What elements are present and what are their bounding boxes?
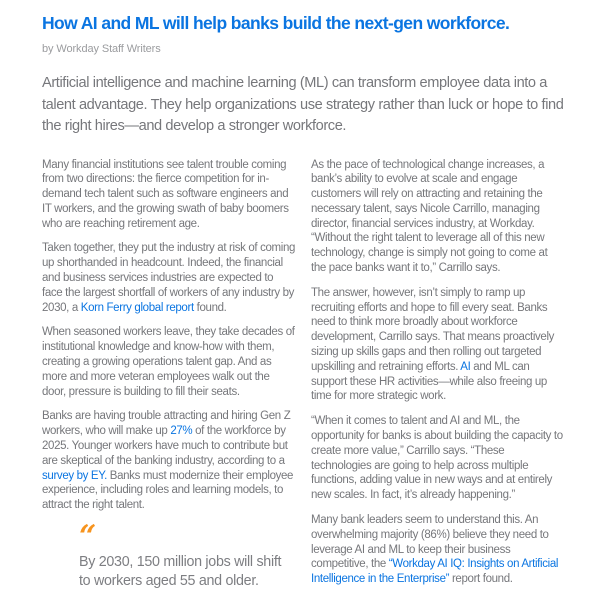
byline: by Workday Staff Writers — [42, 43, 565, 55]
left-paragraphs — [42, 158, 296, 514]
paragraph: Many financial institutions see talent trouble coming from two directions: the fierce competition for in-demand tech talent such as software engineers and IT workers, and the growing swath of baby boomers who are reaching retirement age. — [42, 158, 296, 232]
right-column — [311, 158, 565, 597]
paragraph: When seasoned workers leave, they take decades of institutional knowledge and know-how with them, creating a growing operations talent gap. And as more and more veteran employees walk out the door, pressure is building to fill their seats. — [42, 325, 296, 399]
inline-link[interactable]: Korn Ferry global report — [81, 302, 194, 314]
page-title: How AI and ML will help banks build the next-gen workforce. — [42, 13, 565, 34]
pull-quote-text: By 2030, 150 million jobs will shift to workers aged 55 and older. — [79, 553, 296, 590]
paragraph: Taken together, they put the industry at risk of coming up shorthanded in headcount. Indeed, the financial and business services industries are expected to face the largest shortfall of workers of any industry by 2030, a Korn Ferry global report found. — [42, 241, 296, 315]
paragraph: “When it comes to talent and AI and ML, the opportunity for banks is about building the capacity to create more value,” Carrillo says. “These technologies are going to help across multiple functions, adding value in new ways and at entirely new scales. In fact, it’s already happening.” — [311, 414, 565, 503]
paragraph: As the pace of technological change increases, a bank’s ability to evolve at scale and engage customers will rely on attracting and retaining the necessary talent, says Nicole Carrillo, managing director, financial services industry, at Workday. “Without the right talent to leverage all of this new technology, change is simply not going to come at the pace banks want it to,” Carrillo says. — [311, 158, 565, 276]
article-header — [42, 13, 565, 138]
left-column — [42, 158, 296, 597]
paragraph: Many bank leaders seem to understand this. An overwhelming majority (86%) believe they need to leverage AI and ML to keep their business competitive, the “Workday AI IQ: Insights on Artificial Intelligence in the Enterprise” report found. — [311, 513, 565, 587]
inline-link[interactable]: survey by EY. — [42, 470, 107, 482]
right-paragraphs — [311, 158, 565, 588]
quote-icon: “ — [79, 527, 296, 547]
intro-paragraph: Artificial intelligence and machine learning (ML) can transform employee data into a talent advantage. They help organizations use strategy rather than luck or hope to find the right hires—and develop a stronger workforce. — [42, 73, 565, 138]
inline-link[interactable]: 27% — [170, 425, 192, 437]
article-body — [42, 158, 565, 597]
paragraph: Banks are having trouble attracting and hiring Gen Z workers, who will make up 27% of the workforce by 2025. Younger workers have much to contribute but are skeptical of the banking industry, according to a survey by EY. Banks must modernize their employee experience, including roles and learning models, to attract the right talent. — [42, 409, 296, 513]
pull-quote — [79, 527, 296, 590]
inline-link[interactable]: “Workday AI IQ: Insights on Artificial Intelligence in the Enterprise” — [311, 558, 558, 585]
paragraph: The answer, however, isn’t simply to ramp up recruiting efforts and hope to fill every seat. Banks need to think more broadly about workforce development, Carrillo says. That means proactively sizing up skills gaps and then rolling out targeted upskilling and retraining efforts. AI and ML can support these HR activities—while also freeing up time for more strategic work. — [311, 286, 565, 404]
inline-link[interactable]: AI — [460, 361, 470, 373]
